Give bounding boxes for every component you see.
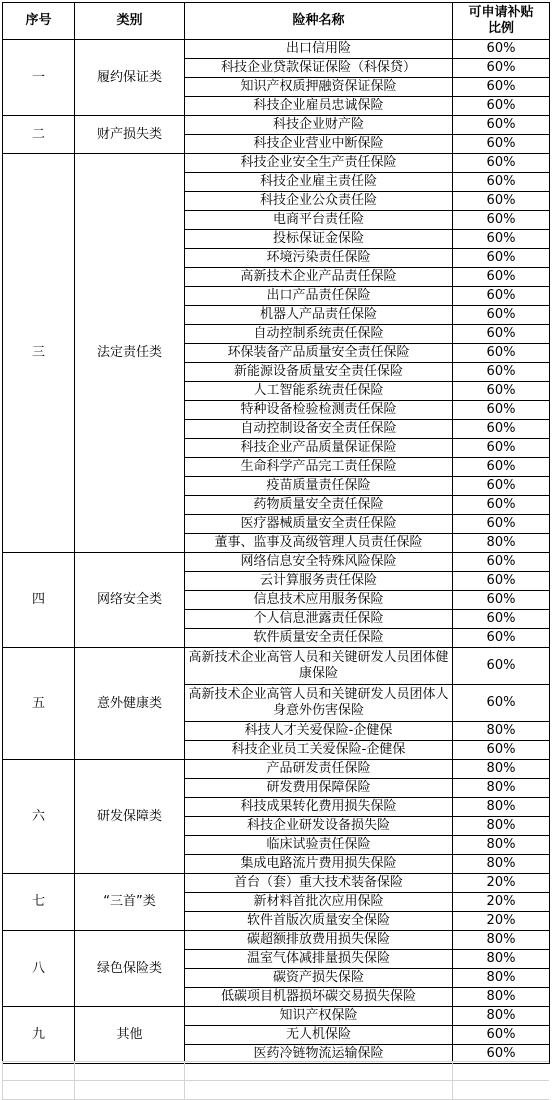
insurance-name: 科技企业雇主责任险 (185, 173, 453, 192)
subsidy-ratio: 60% (453, 496, 550, 515)
insurance-name: 高新技术企业高管人员和关键研发人员团体人身意外伤害保险 (185, 685, 453, 722)
table-row (3, 116, 550, 135)
insurance-name: 生命科学产品完工责任保险 (185, 458, 453, 477)
insurance-name: 医疗器械质量安全责任保险 (185, 515, 453, 534)
subsidy-ratio: 60% (453, 515, 550, 534)
group-category: 履约保证类 (75, 40, 185, 116)
subsidy-ratio: 80% (453, 969, 550, 988)
subsidy-ratio: 60% (453, 268, 550, 287)
table-row (3, 40, 550, 59)
subsidy-ratio: 60% (453, 344, 550, 363)
insurance-name: 科技企业安全生产责任保险 (185, 154, 453, 173)
subsidy-ratio: 60% (453, 192, 550, 211)
subsidy-ratio: 60% (453, 477, 550, 496)
insurance-name: 科技企业产品质量保证保险 (185, 439, 453, 458)
subsidy-ratio: 80% (453, 760, 550, 779)
insurance-subsidy-table (2, 2, 550, 1064)
insurance-name: 新能源设备质量安全责任保险 (185, 363, 453, 382)
group-category: 绿色保险类 (75, 931, 185, 1007)
subsidy-ratio: 60% (453, 154, 550, 173)
insurance-name: 科技企业营业中断保险 (185, 135, 453, 154)
header-ratio-line2: 比例 (487, 21, 514, 36)
subsidy-ratio: 60% (453, 553, 550, 572)
subsidy-ratio: 80% (453, 779, 550, 798)
insurance-name: 首台（套）重大技术装备保险 (185, 874, 453, 893)
subsidy-ratio: 60% (453, 325, 550, 344)
subsidy-ratio: 20% (453, 912, 550, 931)
group-category: 意外健康类 (75, 648, 185, 760)
insurance-name: 高新技术企业产品责任保险 (185, 268, 453, 287)
insurance-name: 机器人产品责任保险 (185, 306, 453, 325)
insurance-name: 低碳项目机器损坏碳交易损失保险 (185, 988, 453, 1007)
table-row (3, 154, 550, 173)
subsidy-ratio: 20% (453, 893, 550, 912)
insurance-name: 药物质量安全责任保险 (185, 496, 453, 515)
insurance-name: 科技人才关爱保险-企健保 (185, 722, 453, 741)
group-seq: 八 (3, 931, 75, 1007)
insurance-name: 科技企业贷款保证保险（科保贷） (185, 59, 453, 78)
group-seq: 五 (3, 648, 75, 760)
subsidy-ratio: 80% (453, 931, 550, 950)
grid-line (74, 1061, 75, 1100)
group-seq: 七 (3, 874, 75, 931)
subsidy-ratio: 60% (453, 610, 550, 629)
group-category: 财产损失类 (75, 116, 185, 154)
group-seq: 一 (3, 40, 75, 116)
insurance-name: 出口信用险 (185, 40, 453, 59)
subsidy-ratio: 60% (453, 629, 550, 648)
empty-grid-rows (2, 1061, 549, 1100)
table-row (3, 760, 550, 779)
insurance-name: 环保装备产品质量安全责任保险 (185, 344, 453, 363)
header-seq: 序号 (3, 3, 75, 40)
insurance-name: 信息技术应用服务保险 (185, 591, 453, 610)
insurance-name: 无人机保险 (185, 1026, 453, 1045)
subsidy-ratio: 60% (453, 97, 550, 116)
subsidy-ratio: 60% (453, 59, 550, 78)
insurance-name: 人工智能系统责任保险 (185, 382, 453, 401)
subsidy-ratio: 60% (453, 685, 550, 722)
subsidy-ratio: 60% (453, 363, 550, 382)
subsidy-ratio: 60% (453, 230, 550, 249)
group-category: “三首”类 (75, 874, 185, 931)
subsidy-ratio: 80% (453, 534, 550, 553)
group-seq: 六 (3, 760, 75, 874)
insurance-name: 软件首版次质量安全保险 (185, 912, 453, 931)
table-header-row (3, 3, 550, 40)
insurance-name: 董事、监事及高级管理人员责任保险 (185, 534, 453, 553)
table-row (3, 874, 550, 893)
group-category: 研发保障类 (75, 760, 185, 874)
subsidy-ratio: 60% (453, 1045, 550, 1064)
table-body (3, 40, 550, 1064)
grid-line (452, 1061, 453, 1100)
subsidy-ratio: 80% (453, 1007, 550, 1026)
subsidy-ratio: 80% (453, 950, 550, 969)
insurance-name: 碳超额排放费用损失保险 (185, 931, 453, 950)
subsidy-ratio: 60% (453, 116, 550, 135)
insurance-name: 软件质量安全责任保险 (185, 629, 453, 648)
insurance-name: 自动控制系统责任保险 (185, 325, 453, 344)
group-category: 网络安全类 (75, 553, 185, 648)
subsidy-ratio: 60% (453, 1026, 550, 1045)
insurance-name: 科技成果转化费用损失保险 (185, 798, 453, 817)
header-name: 险种名称 (185, 3, 453, 40)
insurance-name: 科技企业公众责任险 (185, 192, 453, 211)
insurance-name: 碳资产损失保险 (185, 969, 453, 988)
group-seq: 二 (3, 116, 75, 154)
subsidy-ratio: 60% (453, 420, 550, 439)
group-category: 法定责任类 (75, 154, 185, 553)
subsidy-ratio: 20% (453, 874, 550, 893)
insurance-name: 网络信息安全特殊风险保险 (185, 553, 453, 572)
header-ratio (453, 3, 550, 40)
subsidy-ratio: 60% (453, 287, 550, 306)
subsidy-ratio: 60% (453, 173, 550, 192)
insurance-name: 科技企业研发设备损失险 (185, 817, 453, 836)
subsidy-ratio: 60% (453, 741, 550, 760)
subsidy-ratio: 60% (453, 458, 550, 477)
insurance-name: 产品研发责任保险 (185, 760, 453, 779)
insurance-name: 投标保证金保险 (185, 230, 453, 249)
insurance-name: 电商平台责任险 (185, 211, 453, 230)
table-row (3, 553, 550, 572)
insurance-name: 特种设备检验检测责任保险 (185, 401, 453, 420)
subsidy-ratio: 80% (453, 722, 550, 741)
insurance-name: 疫苗质量责任保险 (185, 477, 453, 496)
subsidy-ratio: 60% (453, 382, 550, 401)
subsidy-ratio: 60% (453, 591, 550, 610)
insurance-name: 临床试验责任保险 (185, 836, 453, 855)
subsidy-ratio: 60% (453, 648, 550, 685)
group-category: 其他 (75, 1007, 185, 1064)
subsidy-ratio: 80% (453, 855, 550, 874)
insurance-name: 科技企业员工关爱保险-企健保 (185, 741, 453, 760)
subsidy-ratio: 60% (453, 306, 550, 325)
subsidy-ratio: 60% (453, 401, 550, 420)
table-row (3, 648, 550, 685)
subsidy-ratio: 80% (453, 988, 550, 1007)
insurance-name: 高新技术企业高管人员和关键研发人员团体健康保险 (185, 648, 453, 685)
insurance-name: 出口产品责任保险 (185, 287, 453, 306)
insurance-name: 医药冷链物流运输保险 (185, 1045, 453, 1064)
header-ratio-line1: 可申请补贴 (468, 5, 534, 20)
subsidy-ratio: 60% (453, 249, 550, 268)
grid-line (184, 1061, 185, 1100)
subsidy-ratio: 60% (453, 211, 550, 230)
group-seq: 三 (3, 154, 75, 553)
subsidy-ratio: 80% (453, 817, 550, 836)
subsidy-ratio: 80% (453, 836, 550, 855)
insurance-name: 科技企业财产险 (185, 116, 453, 135)
subsidy-ratio: 60% (453, 439, 550, 458)
subsidy-ratio: 80% (453, 798, 550, 817)
subsidy-ratio: 60% (453, 572, 550, 591)
insurance-name: 知识产权保险 (185, 1007, 453, 1026)
insurance-name: 新材料首批次应用保险 (185, 893, 453, 912)
insurance-name: 研发费用保障保险 (185, 779, 453, 798)
insurance-name: 科技企业雇员忠诚保险 (185, 97, 453, 116)
insurance-name: 温室气体减排量损失保险 (185, 950, 453, 969)
subsidy-ratio: 60% (453, 78, 550, 97)
insurance-name: 集成电路流片费用损失保险 (185, 855, 453, 874)
group-seq: 四 (3, 553, 75, 648)
insurance-name: 云计算服务责任保险 (185, 572, 453, 591)
table-row (3, 931, 550, 950)
header-category: 类别 (75, 3, 185, 40)
insurance-name: 环境污染责任保险 (185, 249, 453, 268)
subsidy-ratio: 60% (453, 40, 550, 59)
insurance-name: 自动控制设备安全责任保险 (185, 420, 453, 439)
group-seq: 九 (3, 1007, 75, 1064)
insurance-name: 知识产权质押融资保证保险 (185, 78, 453, 97)
table-row (3, 1007, 550, 1026)
subsidy-ratio: 60% (453, 135, 550, 154)
insurance-name: 个人信息泄露责任保险 (185, 610, 453, 629)
